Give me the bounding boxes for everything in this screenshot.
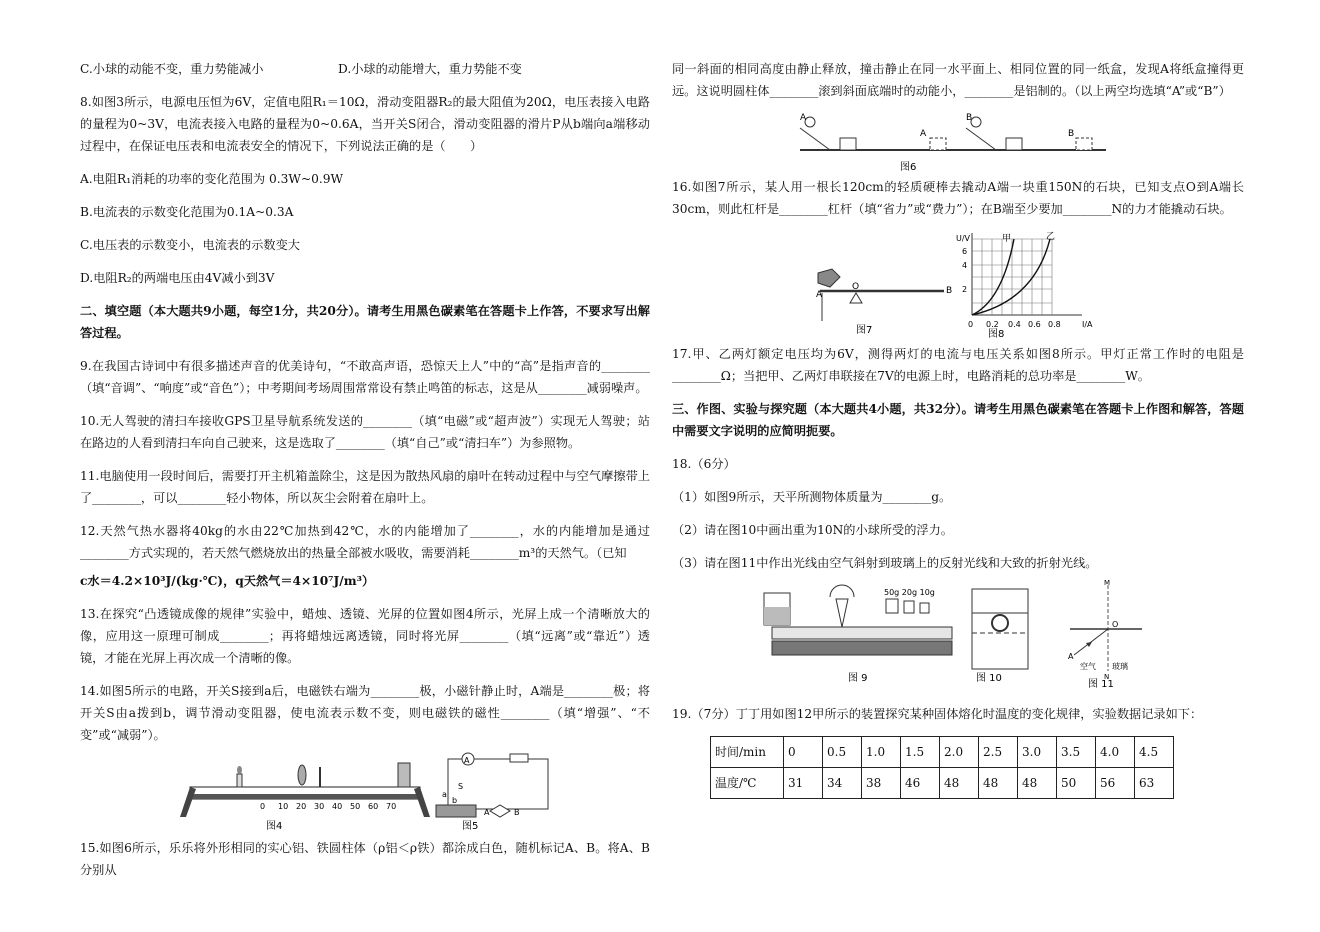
- scale-label-20: 20: [296, 802, 307, 811]
- figure-6-caption: 图6: [900, 162, 917, 173]
- figure-10-caption: 图 10: [976, 673, 1002, 684]
- temperature-header-cell: 温度/℃: [711, 768, 784, 799]
- scale-label-50: 50: [350, 802, 361, 811]
- table-row-temperature: [711, 768, 1174, 799]
- temperature-cell: 31: [784, 768, 823, 799]
- q10: 10.无人驾驶的清扫车接收GPS卫星导航系统发送的________（填“电磁”或“超声波”）实现无人驾驶；站在路边的人看到清扫车向自己驶来，这是选取了________（填“自己”或“清扫车”）为参照物。: [80, 414, 650, 450]
- q8-stem: 8.如图3所示，电源电压恒为6V，定值电阻R₁＝10Ω，滑动变阻器R₂的最大阻值为20Ω，电压表接入电路的量程为0~3V，电流表接入电路的量程为0~0.6A，当开关S闭合，滑动变阻器的滑片P从b端向a端移动过程中，在保证电压表和电流表安全的情况下，下列说法正确的是（ ）: [80, 95, 650, 153]
- balance-float-refraction-figure: [672, 579, 1244, 703]
- graph-series-jia: 甲: [1002, 234, 1012, 244]
- lever-label-o: O: [852, 282, 860, 292]
- time-cell: 3.5: [1057, 737, 1096, 768]
- q9: 9.在我国古诗词中有很多描述声音的优美诗句，“不敢高声语，恐惊天上人”中的“高”是指声音的________（填“音调”、“响度”或“音色”）；中考期间考场周围常常设有禁止鸣笛的标志，这是从________减弱噪声。: [80, 359, 650, 395]
- time-cell: 2.5: [979, 737, 1018, 768]
- section-3-heading: 三、作图、实验与探究题（本大题共4小题，共32分）。请考生用黑色碳素笔在答题卡上作图和解答，答题中需要文字说明的应简明扼要。: [672, 402, 1244, 438]
- q18-heading: 18.（6分）: [672, 457, 736, 471]
- lever-label-b: B: [946, 286, 953, 296]
- time-cell: 0: [784, 737, 823, 768]
- needle-label-b: B: [514, 808, 520, 817]
- figure-4-caption: 图4: [266, 821, 283, 832]
- figure-7-caption: 图7: [856, 325, 873, 336]
- q8-option-a: A.电阻R₁消耗的功率的变化范围为 0.3W~0.9W: [80, 172, 344, 186]
- time-cell: 4.0: [1096, 737, 1135, 768]
- graph-series-yi: 乙: [1046, 232, 1056, 242]
- graph-x-tick-0.6: 0.6: [1028, 320, 1041, 329]
- ray-label-a: A: [1068, 652, 1074, 661]
- time-cell: 1.0: [862, 737, 901, 768]
- figure-8-caption: 图8: [988, 329, 1005, 340]
- q15-continued: 同一斜面的相同高度由静止释放，撞击静止在同一水平面上、相同位置的同一纸盒，发现A将纸盒撞得更远。这说明圆柱体________滚到斜面底端时的动能小，________是铝制的。（以上两空均选填“A”或“B”）: [672, 62, 1244, 98]
- melting-data-table: [710, 736, 1174, 799]
- graph-x-tick-0.8: 0.8: [1048, 320, 1061, 329]
- figures-7-8: [672, 231, 1244, 343]
- temperature-cell: 50: [1057, 768, 1096, 799]
- figure-6-label-a: A: [800, 113, 807, 123]
- scale-label-40: 40: [332, 802, 343, 811]
- graph-x-axis-label: I/A: [1082, 320, 1093, 329]
- graph-y-tick-2: 2: [962, 285, 968, 294]
- q12-constants: c水＝4.2×10³J/(kg·℃)，q天然气＝4×10⁷J/m³）: [80, 574, 375, 588]
- q8-option-d: D.电阻R₂的两端电压由4V减小到3V: [80, 271, 275, 285]
- time-cell: 1.5: [901, 737, 940, 768]
- scale-label-60: 60: [368, 802, 379, 811]
- q7-option-c: C.小球的动能不变，重力势能减小: [80, 62, 264, 76]
- q15: 15.如图6所示，乐乐将外形相同的实心铝、铁圆柱体（ρ铝＜ρ铁）都涂成白色，随机标记A、B。将A、B分别从: [80, 841, 650, 877]
- q13: 13.在探究“凸透镜成像的规律”实验中，蜡烛、透镜、光屏的位置如图4所示，光屏上成一个清晰放大的像，应用这一原理可制成________；再将蜡烛远离透镜，同时将光屏________（填“远离”或“靠近”）透镜，才能在光屏上再次成一个清晰的像。: [80, 607, 650, 665]
- switch-label-a: a: [442, 790, 447, 799]
- q11: 11.电脑使用一段时间后，需要打开主机箱盖除尘，这是因为散热风扇的扇叶在转动过程中与空气摩擦带上了________，可以________轻小物体，所以灰尘会附着在扇叶上。: [80, 469, 650, 505]
- q16: 16.如图7所示，某人用一根长120cm的轻质硬棒去撬动A端一块重150N的石块，已知支点O到A端长30cm，则此杠杆是________杠杆（填“省力”或“费力”）；在B端至少要加________N的力才能撬动石块。: [672, 180, 1244, 216]
- time-cell: 2.0: [940, 737, 979, 768]
- scale-label-70: 70: [386, 802, 397, 811]
- medium-label-glass: 玻璃: [1112, 662, 1128, 671]
- left-column: [80, 58, 650, 892]
- graph-y-tick-4: 4: [962, 261, 968, 270]
- temperature-cell: 48: [940, 768, 979, 799]
- figure-6-box-label-b: B: [1068, 129, 1075, 139]
- temperature-cell: 38: [862, 768, 901, 799]
- figures-9-10-11: [672, 579, 1244, 703]
- q7-options: [80, 58, 650, 80]
- figure-5-caption: 图5: [462, 821, 479, 832]
- q7-option-d: D.小球的动能增大，重力势能不变: [338, 62, 522, 76]
- time-cell: 3.0: [1018, 737, 1057, 768]
- right-column: [672, 58, 1244, 799]
- q8-option-c: C.电压表的示数变小，电流表的示数变大: [80, 238, 300, 252]
- scale-label-30: 30: [314, 802, 325, 811]
- time-header-cell: 时间/min: [711, 737, 784, 768]
- figure-11-caption: 图 11: [1088, 679, 1114, 690]
- temperature-cell: 46: [901, 768, 940, 799]
- q8-option-b: B.电流表的示数变化范围为0.1A~0.3A: [80, 205, 294, 219]
- switch-label-b: b: [452, 796, 458, 805]
- temperature-cell: 34: [823, 768, 862, 799]
- graph-y-tick-6: 6: [962, 247, 968, 256]
- q14: 14.如图5所示的电路，开关S接到a后，电磁铁右端为________极，小磁针静止时，A端是________极；将开关S由a拨到b，调节滑动变阻器，使电流表示数不变，则电磁铁的磁性________（填“增强”、“不变”或“减弱”）。: [80, 684, 650, 742]
- q18-part-3: （3）请在图11中作出光线由空气斜射到玻璃上的反射光线和大致的折射光线。: [672, 556, 1098, 570]
- graph-x-tick-0.4: 0.4: [1008, 320, 1021, 329]
- lever-and-iv-graph-figure: [672, 231, 1244, 343]
- needle-label-a: A: [484, 808, 490, 817]
- lever-label-a: A: [816, 290, 823, 300]
- temperature-cell: 63: [1135, 768, 1174, 799]
- ramp-collision-figure: [672, 108, 1244, 176]
- section-2-heading: 二、填空题（本大题共9小题，每空1分，共20分）。请考生用黑色碳素笔在答题卡上作答，不要求写出解答过程。: [80, 304, 650, 340]
- q12: 12.天然气热水器将40kg的水由22℃加热到42℃，水的内能增加了________，水的内能增加是通过________方式实现的，若天然气燃烧放出的热量全部被水吸收，需要消耗________m³的天然气。（已知: [80, 524, 650, 560]
- normal-label-n: N: [1104, 673, 1110, 681]
- temperature-cell: 48: [1018, 768, 1057, 799]
- ammeter-label: A: [464, 756, 470, 765]
- figure-6: [672, 108, 1244, 176]
- q18-part-1: （1）如图9所示，天平所测物体质量为________g。: [672, 490, 952, 504]
- temperature-cell: 48: [979, 768, 1018, 799]
- switch-label-s: S: [458, 782, 464, 791]
- q18-part-2: （2）请在图10中画出重为10N的小球所受的浮力。: [672, 523, 953, 537]
- optical-bench-figure: [80, 757, 650, 837]
- point-label-o: O: [1112, 620, 1119, 629]
- temperature-cell: 56: [1096, 768, 1135, 799]
- scale-label-0: 0: [260, 802, 266, 811]
- time-cell: 0.5: [823, 737, 862, 768]
- normal-label-m: M: [1104, 579, 1111, 587]
- q19: 19.（7分）丁丁用如图12甲所示的装置探究某种固体熔化时温度的变化规律，实验数据记录如下：: [672, 707, 1203, 721]
- time-cell: 4.5: [1135, 737, 1174, 768]
- figures-4-5: [80, 757, 650, 837]
- graph-y-axis-label: U/V: [956, 234, 971, 243]
- figure-6-box-label-a: A: [920, 129, 927, 139]
- medium-label-air: 空气: [1080, 662, 1096, 671]
- table-row-time: [711, 737, 1174, 768]
- graph-x-tick-0.2: 0.2: [986, 320, 999, 329]
- weights-label: 50g 20g 10g: [884, 588, 935, 597]
- graph-x-tick-0: 0: [968, 320, 974, 329]
- scale-label-10: 10: [278, 802, 289, 811]
- figure-6-label-b: B: [966, 113, 973, 123]
- figure-9-caption: 图 9: [848, 673, 868, 684]
- q17: 17.甲、乙两灯额定电压均为6V，测得两灯的电流与电压关系如图8所示。甲灯正常工作时的电阻是________Ω；当把甲、乙两灯串联接在7V的电源上时，电路消耗的总功率是________W。: [672, 347, 1244, 383]
